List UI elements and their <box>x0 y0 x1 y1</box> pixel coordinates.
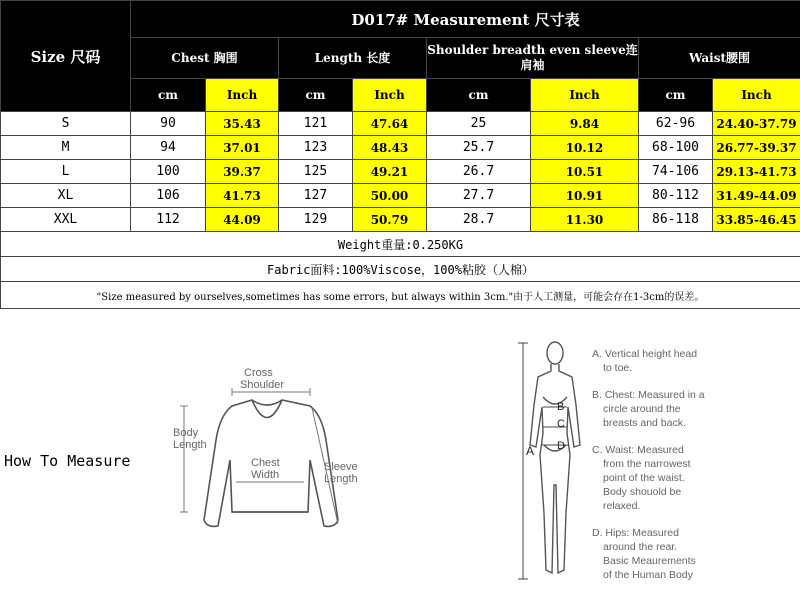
length-inch-cell: 49.21 <box>353 160 427 184</box>
measure-note-d: D. Hips: Measured <box>592 527 679 539</box>
unit-inch: Inch <box>353 79 427 112</box>
unit-inch: Inch <box>531 79 639 112</box>
unit-inch: Inch <box>206 79 279 112</box>
weight-note: Weight重量:0.250KG <box>1 232 800 257</box>
waist-inch-cell: 26.77-39.37 <box>713 136 800 160</box>
measure-note-d: of the Human Body <box>603 569 693 581</box>
disclaimer-note: "Size measured by ourselves,sometimes has some errors, but always within 3cm."由于人工测量，可能会存在1-3cm的误差。 <box>1 282 800 309</box>
waist-cm-cell: 62-96 <box>639 112 713 136</box>
shoulder-inch-cell: 10.91 <box>531 184 639 208</box>
size-cell: S <box>1 112 131 136</box>
table-row <box>1 160 800 184</box>
length-cm-cell: 129 <box>279 208 353 232</box>
cross-shoulder-label: Shoulder <box>240 379 285 391</box>
shoulder-cm-cell: 25.7 <box>427 136 531 160</box>
how-to-measure-label: How To Measure <box>4 452 131 470</box>
table-row <box>1 112 800 136</box>
measure-note-b: B. Chest: Measured in a <box>592 389 705 401</box>
marker-d: D <box>557 440 565 452</box>
waist-cm-cell: 86-118 <box>639 208 713 232</box>
marker-a: A <box>526 444 535 458</box>
shoulder-inch-cell: 9.84 <box>531 112 639 136</box>
shoulder-inch-cell: 10.12 <box>531 136 639 160</box>
measure-note-d: around the rear. <box>603 541 678 553</box>
length-cm-cell: 121 <box>279 112 353 136</box>
measure-note-d: Basic Meaurements <box>603 555 696 567</box>
measure-note-b: circle around the <box>603 403 681 415</box>
chest-width-label: Chest <box>251 457 280 469</box>
marker-c: C <box>557 418 565 430</box>
shoulder-inch-cell: 11.30 <box>531 208 639 232</box>
size-cell: L <box>1 160 131 184</box>
chest-inch-cell: 39.37 <box>206 160 279 184</box>
waist-inch-cell: 31.49-44.09 <box>713 184 800 208</box>
chest-cm-cell: 94 <box>131 136 206 160</box>
unit-cm: cm <box>279 79 353 112</box>
waist-inch-cell: 33.85-46.45 <box>713 208 800 232</box>
chart-title: D017# Measurement 尺寸表 <box>131 1 800 38</box>
measure-note-a: A. Vertical height head <box>592 348 698 360</box>
length-header: Length 长度 <box>279 38 427 79</box>
length-inch-cell: 50.00 <box>353 184 427 208</box>
chest-inch-cell: 35.43 <box>206 112 279 136</box>
size-cell: XXL <box>1 208 131 232</box>
fabric-note: Fabric面料:100%Viscose，100%粘胶（人棉） <box>1 257 800 282</box>
shoulder-inch-cell: 10.51 <box>531 160 639 184</box>
length-cm-cell: 123 <box>279 136 353 160</box>
body-length-label: Body <box>173 427 199 439</box>
chest-inch-cell: 44.09 <box>206 208 279 232</box>
size-cell: M <box>1 136 131 160</box>
waist-cm-cell: 74-106 <box>639 160 713 184</box>
chest-header: Chest 胸围 <box>131 38 279 79</box>
waist-cm-cell: 68-100 <box>639 136 713 160</box>
chest-cm-cell: 100 <box>131 160 206 184</box>
body-silhouette-icon <box>530 364 580 573</box>
chest-cm-cell: 112 <box>131 208 206 232</box>
shoulder-cm-cell: 25 <box>427 112 531 136</box>
table-row <box>1 136 800 160</box>
waist-inch-cell: 29.13-41.73 <box>713 160 800 184</box>
unit-inch: Inch <box>713 79 800 112</box>
measure-note-b: breasts and back. <box>603 417 686 429</box>
shoulder-cm-cell: 27.7 <box>427 184 531 208</box>
measure-note-c: relaxed. <box>603 500 641 512</box>
measure-note-c: point of the waist. <box>603 472 685 484</box>
length-inch-cell: 50.79 <box>353 208 427 232</box>
chest-inch-cell: 37.01 <box>206 136 279 160</box>
waist-cm-cell: 80-112 <box>639 184 713 208</box>
body-length-label: Length <box>173 439 207 451</box>
head-icon <box>547 342 563 364</box>
shoulder-cm-cell: 28.7 <box>427 208 531 232</box>
length-cm-cell: 125 <box>279 160 353 184</box>
measure-note-a: to toe. <box>603 362 633 374</box>
shoulder-cm-cell: 26.7 <box>427 160 531 184</box>
table-row <box>1 208 800 232</box>
chest-cm-cell: 90 <box>131 112 206 136</box>
shoulder-header: Shoulder breadth even sleeve连肩袖 <box>427 38 639 79</box>
waist-header: Waist腰围 <box>639 38 800 79</box>
unit-cm: cm <box>639 79 713 112</box>
size-header: Size 尺码 <box>1 1 131 112</box>
cross-shoulder-label: Cross <box>244 367 273 379</box>
garment-diagram <box>160 360 390 550</box>
unit-cm: cm <box>427 79 531 112</box>
unit-cm: cm <box>131 79 206 112</box>
chest-cm-cell: 106 <box>131 184 206 208</box>
sleeve-length-label: Sleeve <box>324 461 358 473</box>
length-cm-cell: 127 <box>279 184 353 208</box>
marker-b: B <box>557 401 565 413</box>
waist-inch-cell: 24.40-37.79 <box>713 112 800 136</box>
measure-note-c: from the narrowest <box>603 458 691 470</box>
chest-width-label: Width <box>251 469 280 481</box>
measure-note-c: Body shouold be <box>603 486 682 498</box>
table-row <box>1 184 800 208</box>
measure-note-c: C. Waist: Measured <box>592 444 684 456</box>
size-cell: XL <box>1 184 131 208</box>
chest-inch-cell: 41.73 <box>206 184 279 208</box>
length-inch-cell: 48.43 <box>353 136 427 160</box>
sleeve-length-label: Length <box>324 473 358 485</box>
body-diagram <box>510 335 730 590</box>
length-inch-cell: 47.64 <box>353 112 427 136</box>
